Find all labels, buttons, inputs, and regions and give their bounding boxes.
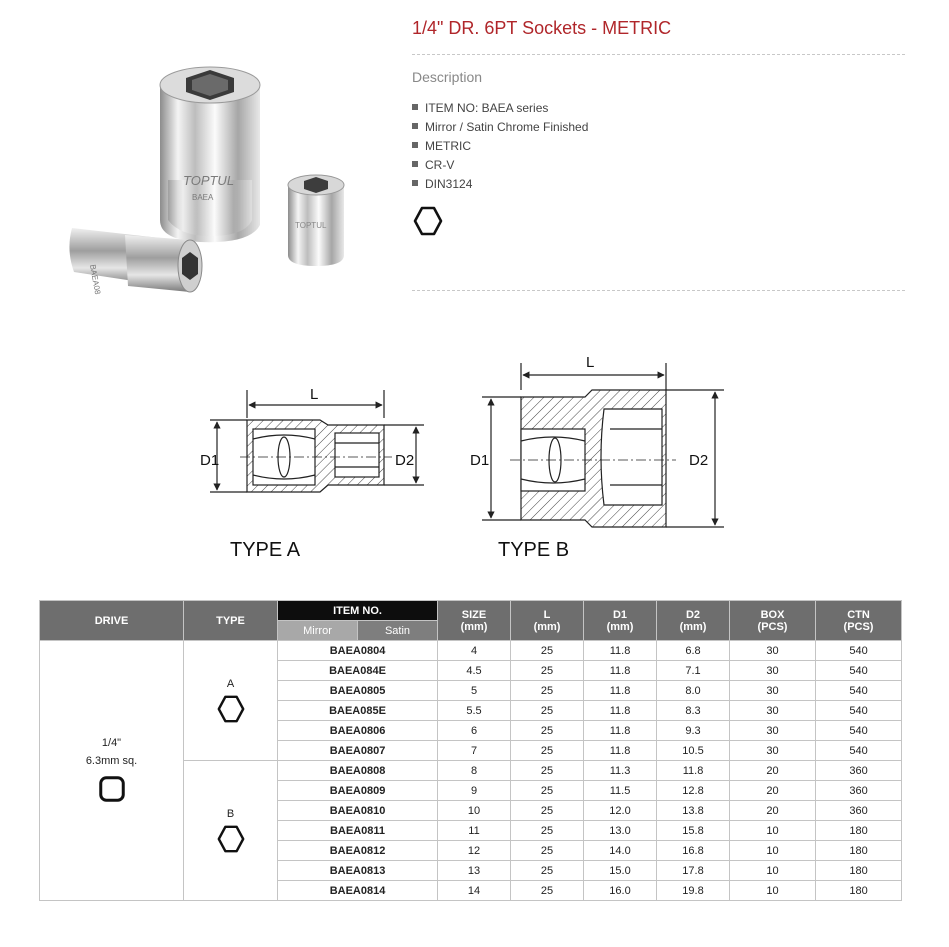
hexagon-icon bbox=[216, 694, 246, 724]
cell-box: 20 bbox=[730, 801, 816, 821]
cell-d2: 17.8 bbox=[657, 861, 730, 881]
item-number: BAEA0813 bbox=[278, 861, 438, 881]
feature-list bbox=[412, 98, 588, 193]
cell-size: 5.5 bbox=[438, 701, 511, 721]
description-heading: Description bbox=[412, 69, 483, 85]
cell-d1: 11.3 bbox=[584, 761, 657, 781]
item-number: BAEA0810 bbox=[278, 801, 438, 821]
cell-d1: 11.5 bbox=[584, 781, 657, 801]
cell-d1: 12.0 bbox=[584, 801, 657, 821]
list-item: CR-V bbox=[412, 155, 588, 174]
cell-ctn: 360 bbox=[816, 781, 902, 801]
cell-l: 25 bbox=[511, 701, 584, 721]
header-box: BOX (PCS) bbox=[730, 601, 816, 641]
cell-ctn: 540 bbox=[816, 721, 902, 741]
table-row bbox=[40, 641, 902, 661]
photo-engraving: TOPTUL bbox=[295, 221, 327, 230]
type-a-drawing bbox=[210, 390, 424, 492]
square-bullet-icon bbox=[412, 123, 418, 129]
cell-size: 10 bbox=[438, 801, 511, 821]
list-item: Mirror / Satin Chrome Finished bbox=[412, 117, 588, 136]
cell-ctn: 180 bbox=[816, 881, 902, 901]
cell-d2: 8.3 bbox=[657, 701, 730, 721]
item-number: BAEA084E bbox=[278, 661, 438, 681]
cell-l: 25 bbox=[511, 641, 584, 661]
item-number: BAEA085E bbox=[278, 701, 438, 721]
header-item-no: ITEM NO. bbox=[278, 601, 438, 621]
cell-d2: 9.3 bbox=[657, 721, 730, 741]
cell-d2: 11.8 bbox=[657, 761, 730, 781]
square-bullet-icon bbox=[412, 161, 418, 167]
cell-size: 7 bbox=[438, 741, 511, 761]
cell-d2: 15.8 bbox=[657, 821, 730, 841]
cell-l: 25 bbox=[511, 781, 584, 801]
cell-size: 4.5 bbox=[438, 661, 511, 681]
square-drive-icon bbox=[97, 774, 127, 804]
header-satin: Satin bbox=[358, 621, 438, 641]
cell-d1: 11.8 bbox=[584, 741, 657, 761]
square-bullet-icon bbox=[412, 104, 418, 110]
square-bullet-icon bbox=[412, 142, 418, 148]
header-mirror: Mirror bbox=[278, 621, 358, 641]
cell-ctn: 180 bbox=[816, 841, 902, 861]
cell-size: 13 bbox=[438, 861, 511, 881]
cell-box: 30 bbox=[730, 721, 816, 741]
cell-d1: 16.0 bbox=[584, 881, 657, 901]
cell-ctn: 360 bbox=[816, 761, 902, 781]
cell-d1: 13.0 bbox=[584, 821, 657, 841]
product-title: 1/4" DR. 6PT Sockets - METRIC bbox=[412, 18, 672, 38]
item-number: BAEA0804 bbox=[278, 641, 438, 661]
cell-ctn: 180 bbox=[816, 861, 902, 881]
photo-engraving: BAEA bbox=[192, 193, 214, 202]
list-item: ITEM NO: BAEA series bbox=[412, 98, 588, 117]
cell-box: 10 bbox=[730, 861, 816, 881]
cell-d1: 15.0 bbox=[584, 861, 657, 881]
cell-size: 11 bbox=[438, 821, 511, 841]
cell-l: 25 bbox=[511, 741, 584, 761]
cell-box: 10 bbox=[730, 821, 816, 841]
cell-l: 25 bbox=[511, 801, 584, 821]
cell-size: 5 bbox=[438, 681, 511, 701]
cell-size: 12 bbox=[438, 841, 511, 861]
cell-d2: 16.8 bbox=[657, 841, 730, 861]
cell-ctn: 180 bbox=[816, 821, 902, 841]
item-number: BAEA0811 bbox=[278, 821, 438, 841]
cell-box: 30 bbox=[730, 701, 816, 721]
cell-d2: 10.5 bbox=[657, 741, 730, 761]
cell-ctn: 540 bbox=[816, 681, 902, 701]
header-d2: D2 (mm) bbox=[657, 601, 730, 641]
cell-ctn: 540 bbox=[816, 701, 902, 721]
dimension-label-l: L bbox=[310, 386, 319, 403]
cell-size: 8 bbox=[438, 761, 511, 781]
item-number: BAEA0814 bbox=[278, 881, 438, 901]
product-photo bbox=[50, 60, 350, 320]
cell-l: 25 bbox=[511, 821, 584, 841]
cell-d1: 11.8 bbox=[584, 681, 657, 701]
technical-drawing bbox=[180, 345, 740, 570]
cell-d1: 14.0 bbox=[584, 841, 657, 861]
item-number: BAEA0805 bbox=[278, 681, 438, 701]
item-number: BAEA0809 bbox=[278, 781, 438, 801]
cell-box: 10 bbox=[730, 881, 816, 901]
cell-l: 25 bbox=[511, 841, 584, 861]
cell-ctn: 540 bbox=[816, 661, 902, 681]
photo-engraving: TOPTUL bbox=[183, 173, 235, 188]
cell-box: 30 bbox=[730, 661, 816, 681]
cell-d1: 11.8 bbox=[584, 721, 657, 741]
square-bullet-icon bbox=[412, 180, 418, 186]
item-number: BAEA0807 bbox=[278, 741, 438, 761]
spec-table bbox=[39, 600, 902, 901]
cell-d2: 7.1 bbox=[657, 661, 730, 681]
photo-engraving: BAEA08 bbox=[88, 263, 103, 296]
cell-box: 30 bbox=[730, 741, 816, 761]
cell-d1: 11.8 bbox=[584, 661, 657, 681]
type-b-cell: B bbox=[184, 761, 278, 901]
cell-box: 20 bbox=[730, 761, 816, 781]
cell-d2: 13.8 bbox=[657, 801, 730, 821]
header-size: SIZE (mm) bbox=[438, 601, 511, 641]
cell-l: 25 bbox=[511, 761, 584, 781]
cell-box: 30 bbox=[730, 641, 816, 661]
cell-ctn: 540 bbox=[816, 741, 902, 761]
cell-size: 6 bbox=[438, 721, 511, 741]
header-l: L (mm) bbox=[511, 601, 584, 641]
cell-d1: 11.8 bbox=[584, 701, 657, 721]
hexagon-icon bbox=[412, 205, 444, 237]
cell-l: 25 bbox=[511, 681, 584, 701]
list-item: DIN3124 bbox=[412, 174, 588, 193]
header-d1: D1 (mm) bbox=[584, 601, 657, 641]
cell-box: 10 bbox=[730, 841, 816, 861]
cell-l: 25 bbox=[511, 881, 584, 901]
cell-d2: 12.8 bbox=[657, 781, 730, 801]
header-ctn: CTN (PCS) bbox=[816, 601, 902, 641]
divider bbox=[412, 290, 905, 291]
cell-size: 14 bbox=[438, 881, 511, 901]
cell-size: 4 bbox=[438, 641, 511, 661]
dimension-label-l: L bbox=[586, 354, 595, 371]
dimension-label-d1: D1 bbox=[470, 452, 490, 469]
dimension-label-d2: D2 bbox=[395, 452, 415, 469]
cell-ctn: 360 bbox=[816, 801, 902, 821]
hexagon-icon bbox=[216, 824, 246, 854]
cell-box: 20 bbox=[730, 781, 816, 801]
item-number: BAEA0806 bbox=[278, 721, 438, 741]
type-a-caption: TYPE A bbox=[230, 539, 301, 561]
cell-size: 9 bbox=[438, 781, 511, 801]
item-number: BAEA0812 bbox=[278, 841, 438, 861]
item-number: BAEA0808 bbox=[278, 761, 438, 781]
list-item: METRIC bbox=[412, 136, 588, 155]
cell-l: 25 bbox=[511, 861, 584, 881]
drive-cell: 1/4" 6.3mm sq. bbox=[40, 641, 184, 901]
cell-d1: 11.8 bbox=[584, 641, 657, 661]
divider bbox=[412, 54, 905, 55]
header-drive: DRIVE bbox=[40, 601, 184, 641]
type-b-caption: TYPE B bbox=[498, 539, 570, 561]
cell-box: 30 bbox=[730, 681, 816, 701]
small-socket-right bbox=[288, 175, 344, 266]
type-b-drawing bbox=[482, 363, 724, 527]
large-socket bbox=[160, 67, 260, 242]
cell-d2: 8.0 bbox=[657, 681, 730, 701]
dimension-label-d2: D2 bbox=[689, 452, 709, 469]
cell-l: 25 bbox=[511, 661, 584, 681]
cell-ctn: 540 bbox=[816, 641, 902, 661]
type-a-cell: A bbox=[184, 641, 278, 761]
cell-d2: 19.8 bbox=[657, 881, 730, 901]
cell-d2: 6.8 bbox=[657, 641, 730, 661]
cell-l: 25 bbox=[511, 721, 584, 741]
dimension-label-d1: D1 bbox=[200, 452, 220, 469]
header-type: TYPE bbox=[184, 601, 278, 641]
